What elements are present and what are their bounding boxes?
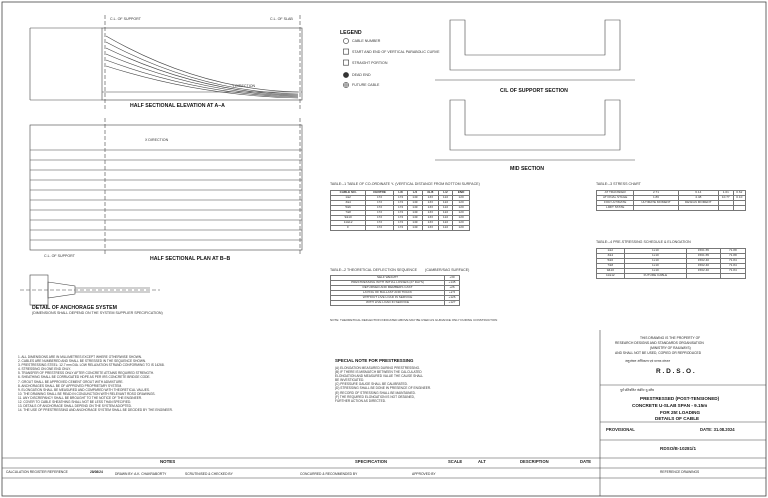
reference-drawings: REFERENCE DRAWINGS <box>660 470 700 474</box>
table-cell: 7&8 <box>597 264 625 269</box>
table-cell: +2.5 <box>445 291 460 296</box>
table-header-cell: 3L/8 <box>422 191 438 196</box>
status-label: PROVISIONAL <box>606 427 635 432</box>
table-cell: 5&6 <box>597 259 625 264</box>
note-line: 11. ANY DISCREPANCY SHALL BE BROUGHT TO THE NOTICE OF THE ENGINEER. <box>18 395 143 400</box>
note-line: 3. PRESTRESSING STEEL: 12.7 mm DIA. LOW RELAXATION STRAND CONFORMING TO IS 14268. <box>18 363 165 368</box>
table-cell: 1562.40 <box>687 269 720 274</box>
date-value: DATE: 31.08.2024 <box>700 427 735 432</box>
table-cell: 172 <box>366 201 394 206</box>
table-cell: 1562.40 <box>687 259 720 264</box>
table-cell: 133 <box>422 211 438 216</box>
table-cell: 149 <box>408 226 422 231</box>
table-cell: 7&8 <box>331 211 366 216</box>
table-cell: 172 <box>366 221 394 226</box>
table-cell: FOR ULTIMATE <box>597 201 634 206</box>
table-cell: 122 <box>438 196 452 201</box>
note-line: ELONGATION AND MEASURED VALUE THE CAUSE SHALL <box>335 374 424 379</box>
table-cell: 71.88 <box>720 254 745 259</box>
table-cell: 1561.65 <box>687 254 720 259</box>
table-cell: SELF WEIGHT <box>331 276 445 281</box>
table-cell: 172 <box>366 226 394 231</box>
note-line: 8. ANCHORAGES SHALL BE OF APPROVED PROPRIETARY SYSTEM. <box>18 383 123 388</box>
table-cell: 149 <box>408 221 422 226</box>
table-cell: 122 <box>438 201 452 206</box>
table-cell: 174 <box>393 221 407 226</box>
note-line: 6. SHEATHING SHALL BE CORRUGATED HDPE AS PER IRS CONCRETE BRIDGE CODE. <box>18 375 151 380</box>
drawing-title-3: FOR 25t LOADING <box>660 410 701 415</box>
description-label: DESCRIPTION <box>520 459 549 464</box>
legend-item: FUTURE CABLE <box>352 83 380 87</box>
table-cell: 3&4 <box>597 254 625 259</box>
note-line: 14. THE USE OF PRESTRESSING AND ANCHORAGE SYSTEM SHALL BE DECIDED BY THE ENGINEER. <box>18 408 173 413</box>
alt-label: ALT <box>478 459 486 464</box>
table-cell <box>733 206 745 211</box>
calc-register: CALCULATION REGISTER REFERENCE <box>6 470 68 474</box>
org-line: RESEARCH DESIGNS AND STANDARDS ORGANISATION <box>615 341 704 345</box>
general-notes <box>18 355 333 412</box>
table-cell: 174 <box>393 216 407 221</box>
elevation-drawing <box>30 15 302 110</box>
prestressing-table <box>596 248 746 279</box>
hindi-title: पूर्व प्रतिबलित कंक्रीट यू-स्लैब <box>620 388 654 392</box>
table-header-cell: CENTRE <box>366 191 394 196</box>
note-line: 12. COVER TO CABLE SHEATHING SHALL NOT BE LESS THAN SPECIFIED. <box>18 400 132 405</box>
note-line: 9. ELONGATION SHALL BE MEASURED AND COMPARED WITH THEORETICAL VALUES. <box>18 387 150 392</box>
table-cell: 149 <box>408 206 422 211</box>
table2-footnote: NOTE: THEORETICAL DEFLECTION INDICATED ABOVE MAY BE USED AS GUIDANCE ONLY DURING CONSTRUCTION <box>330 318 498 322</box>
date-mid: 28/08/24 <box>90 470 103 474</box>
table-header-cell: L/4 <box>408 191 422 196</box>
table-cell: ULTIMATE MOMENT <box>634 201 678 206</box>
table-cell: +145 <box>445 281 460 286</box>
date-label: DATE <box>580 459 592 464</box>
table-cell: 120 <box>453 221 470 226</box>
table-cell: 1562.40 <box>687 264 720 269</box>
plan-cl-support: C.L. OF SUPPORT <box>44 254 75 258</box>
table-cell: 6.14 <box>678 191 718 196</box>
table-cell <box>687 274 720 279</box>
drawn-by: DRAWN BY: A.K. CHAKRABORTY <box>115 472 167 476</box>
legend-item: DEAD END <box>352 73 371 77</box>
table4-title: TABLE:–4 PRE-STRESSING SCHEDULE & ELONGATION <box>596 240 691 244</box>
table-cell: 122 <box>438 226 452 231</box>
note-line: (E) RECORD OF STRESSING SHALL BE MAINTAINED. <box>335 390 416 395</box>
legend-item: START AND END OF VERTICAL PARABOLIC CURVE <box>352 50 440 54</box>
drawing-title-4: DETAILS OF CABLE <box>655 416 700 421</box>
note-line: 5. TRANSFER OF PRESTRESS ONLY AFTER CONCRETE ATTAINS REQUIRED STRENGTH. <box>18 371 155 376</box>
table-cell: LAYING OF BALLAST AND TRACK <box>331 291 445 296</box>
table3-title: TABLE:–3 STRESS CHART <box>596 182 641 186</box>
table-cell: 172 <box>366 206 394 211</box>
note-line: FURTHER ACTION AS DIRECTED. <box>335 398 386 403</box>
table-cell: PRESTRESSING WITH INITIAL LOSSES (27 DAYS) <box>331 281 445 286</box>
table-cell: 1561.65 <box>687 249 720 254</box>
table-cell: 1x10 <box>624 249 687 254</box>
table-cell: 122 <box>438 221 452 226</box>
table-row <box>331 301 460 306</box>
support-section-drawing <box>435 20 635 80</box>
note-line: 7. GROUT SHALL BE APPROVED CEMENT GROUT WITH ADMIXTURE. <box>18 379 124 384</box>
table-cell: 1.86 <box>634 196 678 201</box>
table-cell: 133 <box>422 221 438 226</box>
scrutinised-by: SCRUTINISED & CHECKED BY <box>185 472 233 476</box>
note-line: 10. THE DRAWING SHALL BE READ IN CONJUNCTION WITH RELEVANT RDSO DRAWINGS. <box>18 391 156 396</box>
org-line: THIS DRAWING IS THE PROPERTY OF <box>640 336 701 340</box>
plan-title: HALF SECTIONAL PLAN AT B–B <box>150 256 231 262</box>
recommended-by: CONCURRED & RECOMMENDED BY <box>300 472 358 476</box>
table-row <box>331 226 470 231</box>
table-cell: +26 <box>445 286 460 291</box>
note-line: 1. ALL DIMENSIONS ARE IN MILLIMETRES EXCEPT WHERE OTHERWISE SHOWN. <box>18 355 142 359</box>
table-cell: 122 <box>438 206 452 211</box>
table-cell: 120 <box>453 216 470 221</box>
table-cell: 172 <box>366 216 394 221</box>
note-line: (A) ELONGATION MEASURED DURING PRESTRESSING. <box>335 366 420 370</box>
table-cell: AT TRANSFER <box>597 191 634 196</box>
table-row <box>597 274 746 279</box>
legend-item: STRAIGHT PORTION <box>352 61 388 65</box>
table-cell: +126 <box>445 296 460 301</box>
table-cell: 122 <box>438 216 452 221</box>
table-cell: 120 <box>453 226 470 231</box>
notes-title: NOTES <box>160 459 176 464</box>
coordinate-table <box>330 190 470 231</box>
table-cell: +127 <box>445 301 460 306</box>
table-cell: 0.10 <box>733 196 745 201</box>
table-cell: 172 <box>366 211 394 216</box>
table2-note: (CAMBER/SAG SURFACE) <box>425 268 470 272</box>
table-cell: 3&4 <box>331 201 366 206</box>
table-cell: 9&10 <box>597 269 625 274</box>
drawing-title-1: PRESTRESSED (POST-TENSIONED) <box>640 396 720 401</box>
note-line: (B) IF THERE IS MISMATCH BETWEEN THE CALCULATED <box>335 370 422 375</box>
note-line: (F) THE REQUIRED ELONGATION IS NOT OBTAINED, <box>335 394 415 399</box>
table-header-cell: CABLE NO. <box>331 191 366 196</box>
elevation-title: HALF SECTIONAL ELEVATION AT A–A <box>130 103 225 109</box>
table-cell: F <box>331 226 366 231</box>
table-cell <box>634 206 678 211</box>
table-cell <box>718 206 733 211</box>
table-cell <box>720 274 745 279</box>
table-cell: 133 <box>422 226 438 231</box>
table-cell: 149 <box>408 196 422 201</box>
note-line: (D) STRESSING SHALL BE DONE IN PRESENCE OF ENGINEER. <box>335 386 432 391</box>
table-cell: 71.84 <box>720 259 745 264</box>
note-line: BE INVESTIGATED. <box>335 378 365 383</box>
legend-title: LEGEND <box>340 30 362 36</box>
table-cell: 71.84 <box>720 264 745 269</box>
table-cell: FUTURE CABLE <box>624 274 687 279</box>
note-line: 4. STRESSING ON ONE END ONLY. <box>18 367 71 372</box>
table-cell: 4.48 <box>678 196 718 201</box>
table-cell: 149 <box>408 216 422 221</box>
mid-section-title: MID SECTION <box>510 166 545 172</box>
table-cell: 71.84 <box>720 269 745 274</box>
table-cell: DESIGN MOMENT <box>678 201 718 206</box>
table-cell: WITH LIVE LOAD IN SERVICE <box>331 301 445 306</box>
table-cell: 172 <box>366 196 394 201</box>
stress-table <box>596 190 746 211</box>
rdso-label: R . D . S . O . <box>656 368 695 375</box>
legend-symbols <box>343 38 348 87</box>
table-header-cell: L/8 <box>393 191 407 196</box>
table-cell: 174 <box>393 206 407 211</box>
table-cell: LIMIT STATE <box>597 206 634 211</box>
table-cell: 10.77 <box>718 196 733 201</box>
table-cell: 2.71 <box>634 191 678 196</box>
table-cell: 174 <box>393 201 407 206</box>
y-direction-label: Y DIRECTION <box>232 84 256 88</box>
org-line: (MINISTRY OF RAILWAYS) <box>650 346 691 350</box>
table-cell: 1x10 <box>624 264 687 269</box>
drawing-title-2: CONCRETE U-SLAB SPAN - 9.15m <box>632 403 708 408</box>
deflection-table <box>330 275 460 306</box>
table-cell: 122 <box>438 211 452 216</box>
table-cell: 11&12 <box>597 274 625 279</box>
table-cell: 1x10 <box>624 269 687 274</box>
table-cell: 120 <box>453 201 470 206</box>
special-note-title: SPECIAL NOTE FOR PRESTRESSING <box>335 358 414 363</box>
table-cell: 1&2 <box>597 249 625 254</box>
table-cell: 120 <box>453 206 470 211</box>
table-cell <box>678 206 718 211</box>
table-cell: 1x10 <box>624 254 687 259</box>
note-line: (C) PRESSURE GAUGE SHALL BE CALIBRATED. <box>335 382 408 387</box>
spec-label: SPECIFICATION <box>355 459 388 464</box>
anchorage-drawing <box>20 275 160 305</box>
note-line: 2. CABLES ARE NUMBERED AND SHALL BE STRESSED IN THE SEQUENCE SHOWN. <box>18 359 147 364</box>
table-cell: +30 <box>445 276 460 281</box>
table-cell: 149 <box>408 211 422 216</box>
table-cell: 5&6 <box>331 206 366 211</box>
anchorage-subtitle: (DIMENSIONS SHALL DEPEND ON THE SYSTEM SUPPLIER SPECIFICATION) <box>32 311 163 315</box>
table-cell: 120 <box>453 196 470 201</box>
table-cell: 11&12 <box>331 221 366 226</box>
table-cell: 174 <box>393 196 407 201</box>
table-header-cell: L/2 <box>438 191 452 196</box>
table-cell: 133 <box>422 206 438 211</box>
table-cell: 174 <box>393 226 407 231</box>
x-direction-label: X DIRECTION <box>145 138 169 142</box>
table-cell: 1x10 <box>624 259 687 264</box>
table-row <box>597 206 746 211</box>
approved-by: APPROVED BY <box>412 472 436 476</box>
note-line: 13. DETAILS OF ANCHORAGE SHALL DEPEND ON THE SYSTEM ADOPTED. <box>18 404 132 409</box>
special-notes <box>335 366 465 403</box>
table-cell: 71.88 <box>720 249 745 254</box>
table-cell: 120 <box>453 211 470 216</box>
table-cell: 133 <box>422 196 438 201</box>
table-cell: 1&2 <box>331 196 366 201</box>
scale-label: SCALE <box>448 459 463 464</box>
table-cell: 174 <box>393 211 407 216</box>
drawing-number: RDSO/B-10281/1 <box>660 446 697 451</box>
table-header-cell: END <box>453 191 470 196</box>
table-cell: RETURNED AND MEMBERS CAST <box>331 286 445 291</box>
table-cell: 149 <box>408 201 422 206</box>
table-cell: 133 <box>422 201 438 206</box>
cl-slab-label: C.L. OF SLAB <box>270 17 293 21</box>
table-cell: AT FINAL STAGE <box>597 196 634 201</box>
table-cell: WITHOUT LIVE LOAD IN SERVICE <box>331 296 445 301</box>
table-cell: 133 <box>422 216 438 221</box>
org-hindi: अनुसंधान अभिकल्प एवं मानक संगठन <box>625 359 671 363</box>
table-cell: 1.01 <box>718 191 733 196</box>
anchorage-title: DETAIL OF ANCHORAGE SYSTEM <box>32 305 117 311</box>
legend-item: CABLE NUMBER <box>352 39 381 43</box>
table2-title: TABLE:–2 THEORETICAL DEFLECTION SEQUENCE <box>330 268 418 272</box>
table-cell: 0.62 <box>733 191 745 196</box>
org-line: AND SHALL NOT BE USED, COPIED OR REPRODUCED <box>615 351 702 355</box>
table1-title: TABLE:–1 TABLE OF CO-ORDINATE Y- (VERTICAL DISTANCE FROM BOTTOM SURFACE) <box>330 182 480 186</box>
mid-section-drawing <box>435 100 635 160</box>
support-section-title: C/L OF SUPPORT SECTION <box>500 88 568 94</box>
table-cell: 9&10 <box>331 216 366 221</box>
cl-support-label: C.L. OF SUPPORT <box>110 17 141 21</box>
